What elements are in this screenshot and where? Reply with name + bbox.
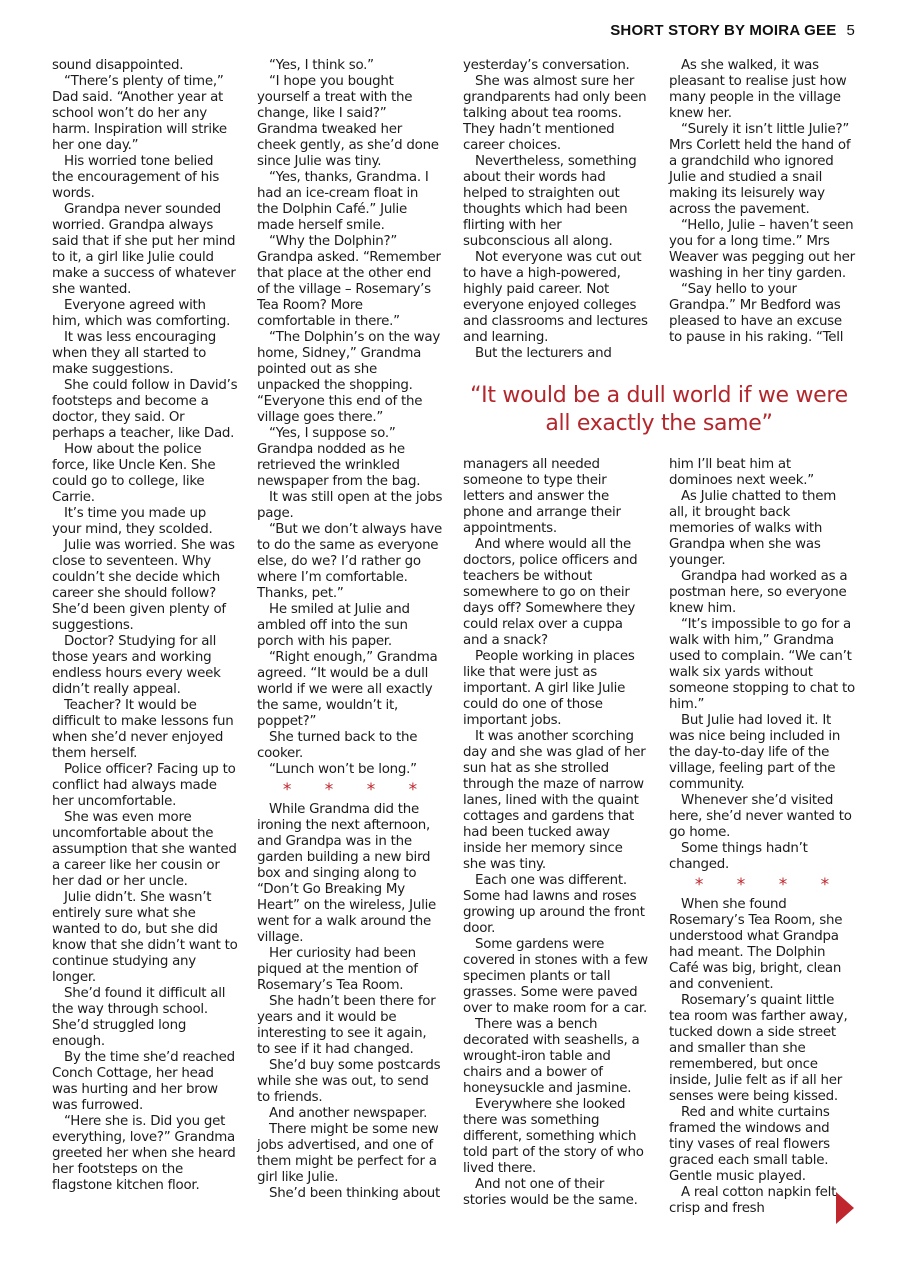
paragraph: She’d buy some postcards while she was out, to send to friends. <box>257 1058 441 1105</box>
paragraph: But Julie had loved it. It was nice being included in the day-to-day life of the village, feeling part of the community. <box>669 713 841 792</box>
paragraph: It was still open at the jobs page. <box>257 490 443 521</box>
paragraph: By the time she’d reached Conch Cottage, her head was hurting and her brow was furrowed. <box>52 1050 235 1113</box>
pull-quote: “It would be a dull world if we were all exactly the same” <box>470 383 848 436</box>
paragraph: Teacher? It would be difficult to make lessons fun when she’d never enjoyed them herself. <box>52 698 234 761</box>
paragraph: She turned back to the cooker. <box>257 730 418 761</box>
paragraph: Everywhere she looked there was something different, something which told part of the story of who lived there. <box>463 1097 644 1176</box>
paragraph: “Yes, thanks, Grandma. I had an ice-cream float in the Dolphin Café.” Julie made herself smile. <box>257 170 429 233</box>
page-number: 5 <box>846 22 855 39</box>
column-2-part-1 <box>257 58 443 778</box>
paragraph: sound disappointed. <box>52 58 184 73</box>
paragraph: Some things hadn’t changed. <box>669 841 808 872</box>
paragraph: Everyone agreed with him, which was comforting. <box>52 298 231 329</box>
paragraph: yesterday’s conversation. <box>463 58 630 73</box>
paragraph: Julie didn’t. She wasn’t entirely sure what she wanted to do, but she did know that she didn’t want to continue studying any longer. <box>52 890 238 985</box>
paragraph: Some gardens were covered in stones with a few specimen plants or tall grasses. Some were paved over to make room for a car. <box>463 937 648 1016</box>
paragraph: A real cotton napkin felt crisp and fresh <box>669 1185 837 1216</box>
paragraph: “There’s plenty of time,” Dad said. “Another year at school won’t do her any harm. Inspiration will strike her one day.” <box>52 74 227 153</box>
text-column-1 <box>52 58 238 1194</box>
column-2-part-2 <box>257 802 443 1202</box>
paragraph: Police officer? Facing up to conflict had always made her uncomfortable. <box>52 762 236 809</box>
paragraph: “Right enough,” Grandma agreed. “It would be a dull world if we were all exactly the same, wouldn’t it, poppet?” <box>257 650 438 729</box>
paragraph: Grandpa had worked as a postman here, so everyone knew him. <box>669 569 848 616</box>
paragraph: “Here she is. Did you get everything, love?” Grandma greeted her when she heard her footsteps on the flagstone kitchen floor. <box>52 1114 236 1193</box>
paragraph: When she found Rosemary’s Tea Room, she understood what Grandpa had meant. The Dolphin Café was big, bright, clean and convenient. <box>669 897 843 992</box>
right-triangle-arrow-icon <box>836 1192 854 1224</box>
paragraph: Nevertheless, something about their words had helped to straighten out thoughts which had been flirting with her subconscious all along. <box>463 154 637 249</box>
paragraph: “The Dolphin’s on the way home, Sidney,” Grandma pointed out as she unpacked the shopping. “Everyone this end of the village goes there.” <box>257 330 441 425</box>
text-column-3-bottom <box>463 457 649 1209</box>
paragraph: him I’ll beat him at dominoes next week.” <box>669 457 814 488</box>
paragraph: And not one of their stories would be the same. <box>463 1177 638 1208</box>
section-separator: * * * * <box>282 780 432 800</box>
paragraph: Julie was worried. She was close to seventeen. Why couldn’t she decide which career she should follow? She’d been given plenty of suggestions. <box>52 538 235 633</box>
text-column-4-top <box>669 58 855 346</box>
text-column-4-bottom <box>669 457 855 1217</box>
paragraph: There might be some new jobs advertised, and one of them might be perfect for a girl like Julie. <box>257 1122 439 1185</box>
paragraph: Each one was different. Some had lawns and roses growing up around the front door. <box>463 873 645 936</box>
paragraph: Red and white curtains framed the windows and tiny vases of real flowers graced each small table. Gentle music played. <box>669 1105 830 1184</box>
paragraph: “Yes, I suppose so.” Grandpa nodded as he retrieved the wrinkled newspaper from the bag. <box>257 426 421 489</box>
paragraph: She was almost sure her grandparents had only been talking about tea rooms. They hadn’t mentioned career choices. <box>463 74 647 153</box>
paragraph: Doctor? Studying for all those years and working endless hours every week didn’t really appeal. <box>52 634 221 697</box>
paragraph: She hadn’t been there for years and it would be interesting to see it again, to see if it had changed. <box>257 994 436 1057</box>
paragraph: And another newspaper. <box>269 1106 428 1121</box>
paragraph: “It’s impossible to go for a walk with him,” Grandma used to complain. “We can’t walk six yards without someone stopping to chat to him.” <box>669 617 855 712</box>
paragraph: She could follow in David’s footsteps and become a doctor, they said. Or perhaps a teacher, like Dad. <box>52 378 238 441</box>
paragraph: Grandpa never sounded worried. Grandpa always said that if she put her mind to it, a girl like Julie could make a success of whatever she wanted. <box>52 202 236 297</box>
paragraph: Rosemary’s quaint little tea room was farther away, tucked down a side street and smaller than she remembered, but once inside, Julie felt as if all her senses were being kissed. <box>669 993 848 1104</box>
paragraph: It was another scorching day and she was glad of her sun hat as she strolled through the maze of narrow lanes, lined with the quaint cottages and gardens that had been tucked away inside her memory since she was tiny. <box>463 729 646 872</box>
paragraph: “Lunch won’t be long.” <box>269 762 417 777</box>
page-header <box>610 22 855 39</box>
paragraph: “Hello, Julie – haven’t seen you for a long time.” Mrs Weaver was pegging out her washing in her tiny garden. <box>669 218 855 281</box>
paragraph: “Surely it isn’t little Julie?” Mrs Corlett held the hand of a grandchild who ignored Julie and studied a snail making its leisurely way across the pavement. <box>669 122 851 217</box>
column-4-part-2 <box>669 897 855 1217</box>
paragraph: How about the police force, like Uncle Ken. She could go to college, like Carrie. <box>52 442 216 505</box>
paragraph: She was even more uncomfortable about the assumption that she wanted a career like her cousin or her dad or her uncle. <box>52 810 237 889</box>
paragraph: “I hope you bought yourself a treat with the change, like I said?” Grandma tweaked her cheek gently, as she’d done since Julie was tiny. <box>257 74 439 169</box>
column-4-part-1 <box>669 457 855 873</box>
paragraph: As she walked, it was pleasant to realise just how many people in the village knew her. <box>669 58 847 121</box>
text-column-2 <box>257 58 443 1202</box>
section-separator-2: * * * * <box>694 875 844 895</box>
paragraph: “Why the Dolphin?” Grandpa asked. “Remember that place at the other end of the village – Rosemary’s Tea Room? More comfortable in there.” <box>257 234 441 329</box>
paragraph: As Julie chatted to them all, it brought back memories of walks with Grandpa when she was younger. <box>669 489 837 568</box>
paragraph: “But we don’t always have to do the same as everyone else, do we? I’d rather go where I’m comfortable. Thanks, pet.” <box>257 522 442 601</box>
header-title: SHORT STORY BY MOIRA GEE <box>610 22 837 39</box>
paragraph: Not everyone was cut out to have a high-powered, highly paid career. Not everyone enjoyed colleges and classrooms and lectures and learning. <box>463 250 648 345</box>
paragraph: It’s time you made up your mind, they scolded. <box>52 506 213 537</box>
paragraph: It was less encouraging when they all started to make suggestions. <box>52 330 216 377</box>
paragraph: Whenever she’d visited here, she’d never wanted to go home. <box>669 793 852 840</box>
paragraph: Her curiosity had been piqued at the mention of Rosemary’s Tea Room. <box>257 946 418 993</box>
paragraph: He smiled at Julie and ambled off into the sun porch with his paper. <box>257 602 410 649</box>
paragraph: managers all needed someone to type their letters and answer the phone and arrange their appointments. <box>463 457 621 536</box>
paragraph: People working in places like that were just as important. A girl like Julie could do one of those important jobs. <box>463 649 635 728</box>
paragraph: And where would all the doctors, police officers and teachers be without somewhere to go on their days off? Somewhere they could relax over a cuppa and a snack? <box>463 537 638 648</box>
paragraph: “Say hello to your Grandpa.” Mr Bedford was pleased to have an excuse to pause in his raking. “Tell <box>669 282 844 345</box>
text-column-3-top <box>463 58 649 362</box>
paragraph: She’d found it difficult all the way through school. She’d struggled long enough. <box>52 986 226 1049</box>
paragraph: She’d been thinking about <box>269 1186 441 1201</box>
paragraph: His worried tone belied the encouragement of his words. <box>52 154 220 201</box>
paragraph: But the lecturers and <box>475 346 612 361</box>
paragraph: While Grandma did the ironing the next afternoon, and Grandpa was in the garden building a new bird box and singing along to “Don’t Go Breaking My Heart” on the wireless, Julie went for a walk around the village. <box>257 802 437 945</box>
paragraph: There was a bench decorated with seashells, a wrought-iron table and chairs and a bower of honeysuckle and jasmine. <box>463 1017 640 1096</box>
paragraph: “Yes, I think so.” <box>269 58 374 73</box>
